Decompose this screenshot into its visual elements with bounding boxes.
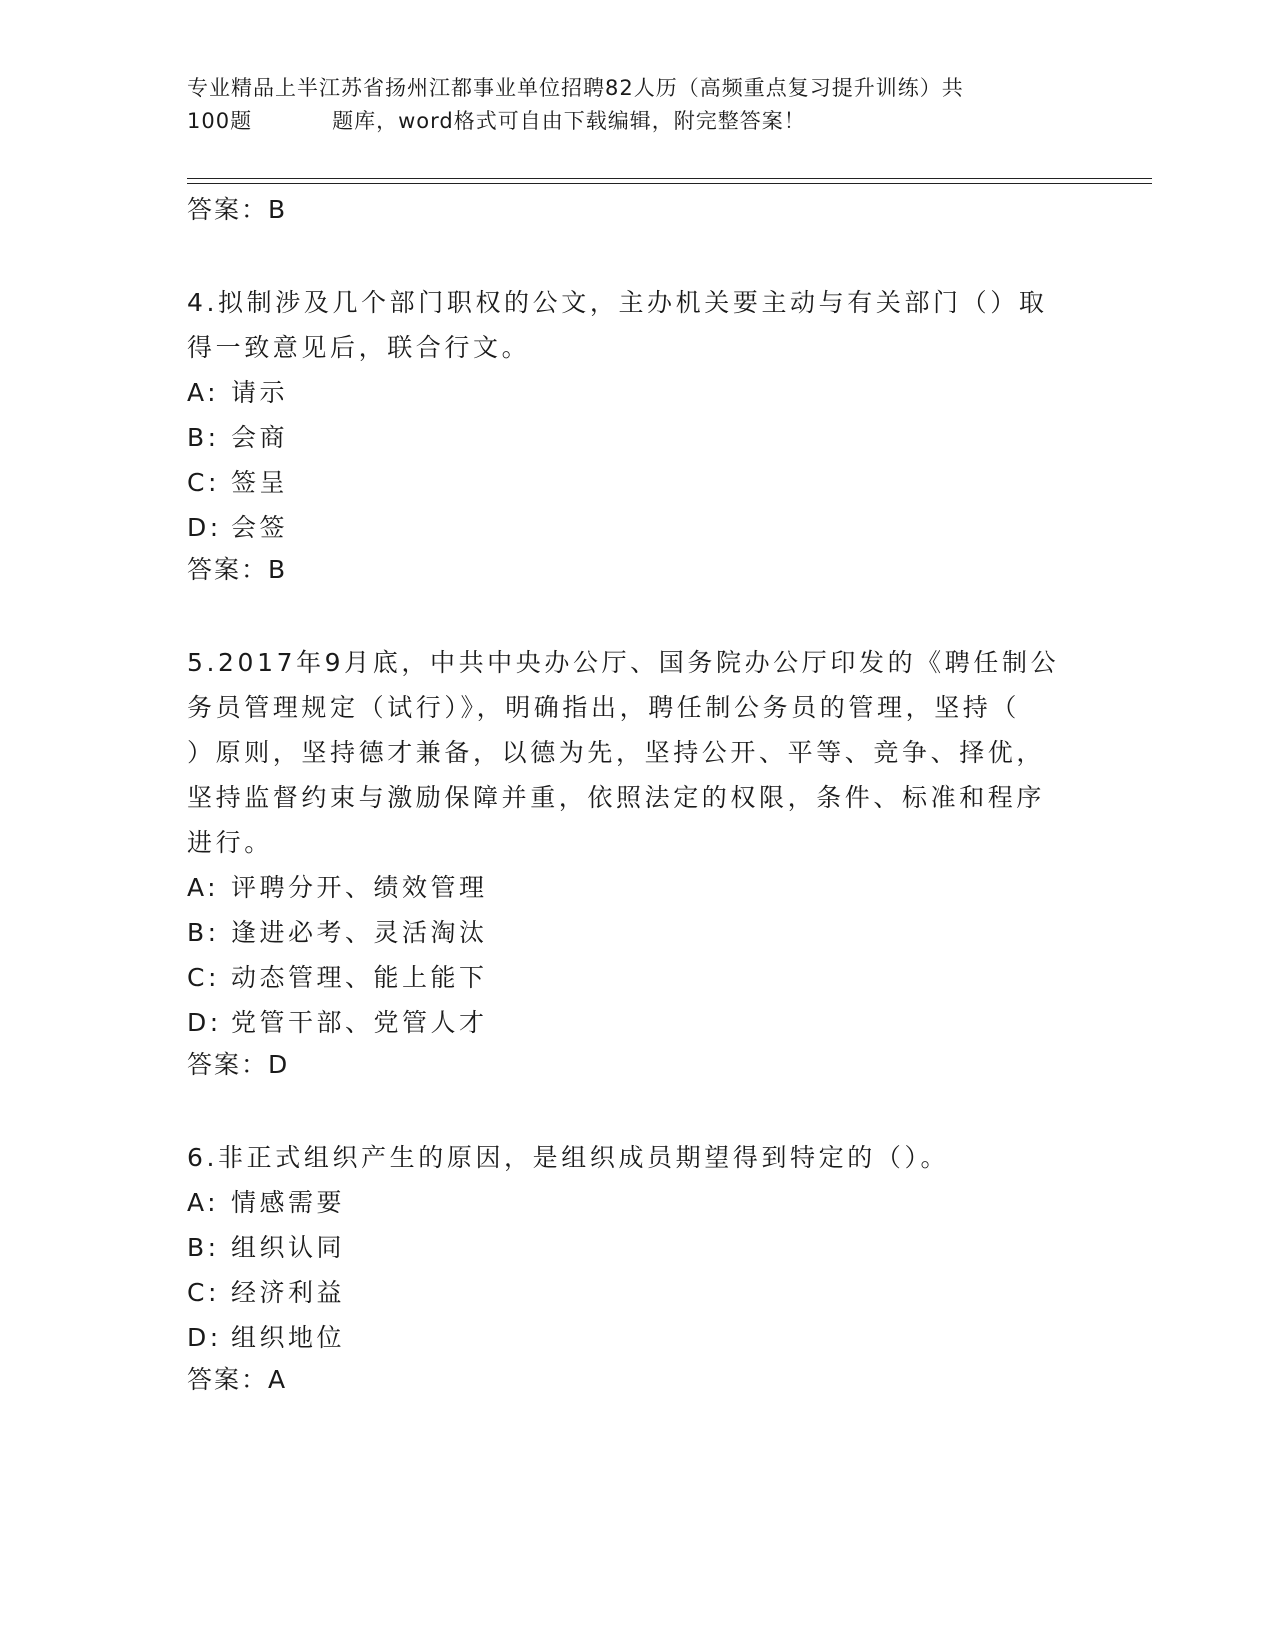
option-letter: B: — [187, 918, 220, 947]
option-text: 会签 — [231, 513, 289, 542]
header-title-line-2 — [187, 105, 1087, 138]
question-6 — [187, 1135, 1087, 1405]
option-text: 动态管理、能上能下 — [231, 963, 488, 992]
option-letter: D: — [187, 513, 222, 542]
option-a — [187, 1180, 1087, 1225]
option-c — [187, 1270, 1087, 1315]
option-a — [187, 370, 1087, 415]
option-text: 组织地位 — [231, 1323, 346, 1352]
option-letter: C: — [187, 1278, 220, 1307]
option-letter: C: — [187, 468, 220, 497]
option-b — [187, 1225, 1087, 1270]
option-letter: A: — [187, 378, 220, 407]
header-description: 题库，word格式可自由下载编辑，附完整答案！ — [332, 109, 806, 133]
option-letter: A: — [187, 873, 220, 902]
option-text: 逢进必考、灵活淘汰 — [231, 918, 488, 947]
question-4 — [187, 280, 1087, 595]
option-d — [187, 1000, 1087, 1045]
header-question-count: 100题 — [187, 109, 253, 133]
question-text: 5.2017年9月底，中共中央办公厅、国务院办公厅印发的《聘任制公 务员管理规定（试行）》，明确指出，聘任制公务员的管理，坚持（ ）原则，坚持德才兼备，以德为先，坚持公开、平等、竞争、择优， 坚持监督约束与激励保障并重，依照法定的权限，条件、标准和程序 进行。 — [187, 648, 1060, 857]
option-d — [187, 1315, 1087, 1360]
option-letter: D: — [187, 1323, 222, 1352]
header-divider-bottom — [187, 183, 1152, 184]
option-letter: D: — [187, 1008, 222, 1037]
option-text: 经济利益 — [231, 1278, 346, 1307]
option-letter: A: — [187, 1188, 220, 1217]
option-letter: B: — [187, 1233, 220, 1262]
option-text: 签呈 — [231, 468, 289, 497]
option-text: 组织认同 — [231, 1233, 346, 1262]
option-c — [187, 955, 1087, 1000]
option-letter: B: — [187, 423, 220, 452]
option-text: 情感需要 — [231, 1188, 346, 1217]
question-answer: 答案：A — [187, 1365, 288, 1394]
question-text: 6.非正式组织产生的原因，是组织成员期望得到特定的（）。 — [187, 1143, 950, 1172]
option-a — [187, 865, 1087, 910]
option-text: 评聘分开、绩效管理 — [231, 873, 488, 902]
option-d — [187, 505, 1087, 550]
header-divider-top — [187, 178, 1152, 179]
page-header — [187, 72, 1087, 138]
option-c — [187, 460, 1087, 505]
option-b — [187, 415, 1087, 460]
header-title-line-1: 专业精品上半江苏省扬州江都事业单位招聘82人历（高频重点复习提升训练）共 — [187, 76, 964, 100]
option-letter: C: — [187, 963, 220, 992]
option-text: 会商 — [231, 423, 289, 452]
question-list — [187, 190, 1087, 1405]
option-text: 请示 — [231, 378, 289, 407]
question-answer: 答案：D — [187, 1050, 290, 1079]
question-text: 4.拟制涉及几个部门职权的公文，主办机关要主动与有关部门（）取 得一致意见后，联合行文。 — [187, 288, 1048, 362]
option-text: 党管干部、党管人才 — [231, 1008, 488, 1037]
question-5 — [187, 640, 1087, 1090]
option-b — [187, 910, 1087, 955]
previous-answer: 答案：B — [187, 195, 288, 224]
question-answer: 答案：B — [187, 555, 288, 584]
